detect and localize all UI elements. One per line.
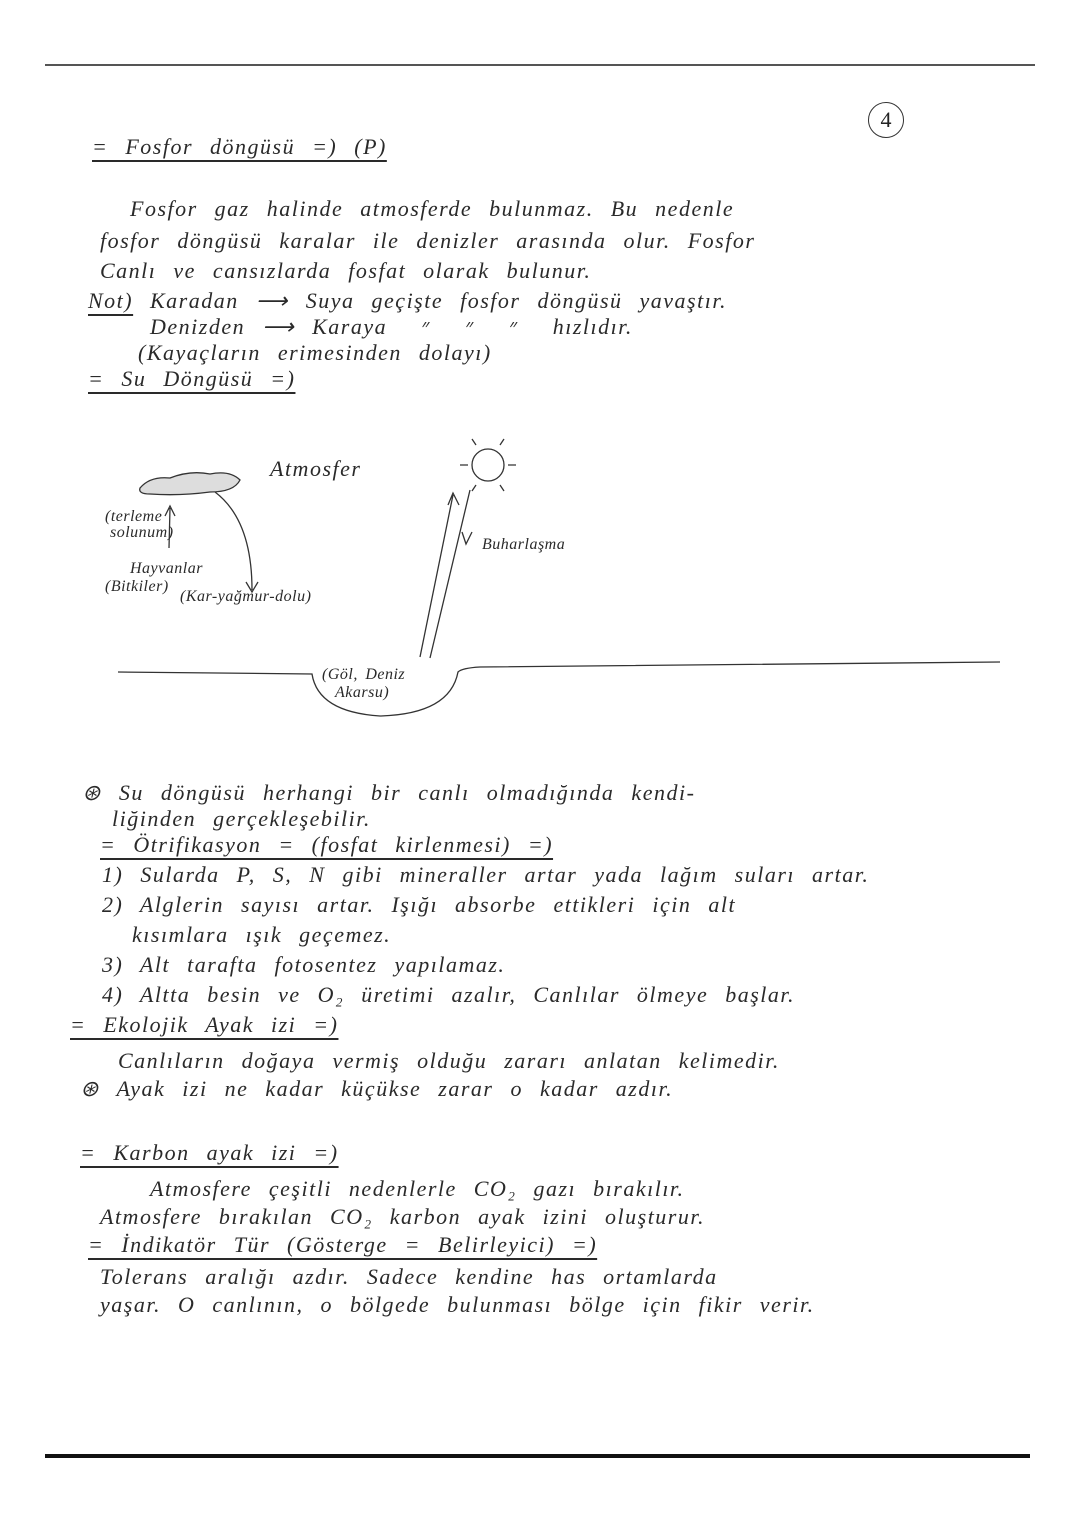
indikator-line: yaşar. O canlının, o bölgede bulunması bölge için fikir verir. (100, 1292, 815, 1317)
indikator-line: Tolerans aralığı azdır. Sadece kendine has ortamlarda (100, 1264, 718, 1289)
otrifikasyon-item: 2) Alglerin sayısı artar. Işığı absorbe ettikleri için alt (102, 892, 737, 917)
otrifikasyon-item: kısımlara ışık geçemez. (132, 922, 392, 947)
heading-otrifikasyon: = Ötrifikasyon = (fosfat kirlenmesi) =) (100, 832, 554, 857)
heading-indikator-tur: = İndikatör Tür (Gösterge = Belirleyici) =) (88, 1232, 598, 1257)
fosfor-line: Canlı ve cansızlarda fosfat olarak bulunur. (100, 258, 592, 283)
karbon-line: Atmosfere bırakılan CO₂ karbon ayak izini oluşturur. (100, 1204, 705, 1229)
label-buharlasma: Buharlaşma (482, 536, 566, 553)
label-solunum: solunum) (110, 524, 174, 541)
heading-su-dongusu: = Su Döngüsü =) (88, 366, 296, 391)
label-hayvanlar: Hayvanlar (130, 560, 203, 577)
label-terleme: (terleme (105, 508, 163, 525)
evaporation-arrow (420, 493, 459, 657)
label-yagis: (Kar-yağmur-dolu) (180, 588, 312, 605)
ekolojik-line: Canlıların doğaya vermiş olduğu zararı anlatan kelimedir. (118, 1048, 780, 1073)
note-line: Karadan ⟶ Suya geçişte fosfor döngüsü yavaştır. (150, 288, 727, 313)
su-note-line: liğinden gerçekleşebilir. (112, 806, 371, 831)
page-bottom-border (45, 1454, 1030, 1458)
otrifikasyon-item: 1) Sularda P, S, N gibi mineraller artar yada lağım suları artar. (102, 862, 870, 887)
label-bitkiler: (Bitkiler) (105, 578, 169, 595)
fosfor-line: Fosfor gaz halinde atmosferde bulunmaz. Bu nedenle (130, 196, 735, 221)
ekolojik-line: ⊛ Ayak izi ne kadar küçükse zarar o kadar azdır. (80, 1076, 674, 1101)
label-kaynak: Akarsu) (335, 684, 390, 701)
page-number: 4 (868, 102, 904, 138)
otrifikasyon-item: 3) Alt tarafta fotosentez yapılamaz. (102, 952, 506, 977)
note-line: (Kayaçların erimesinden dolayı) (138, 340, 492, 365)
heading-fosfor-dongusu: = Fosfor döngüsü =) (P) (92, 134, 387, 159)
su-note-line: ⊛ Su döngüsü herhangi bir canlı olmadığında kendi- (82, 780, 696, 805)
note-label: Not) (88, 288, 134, 313)
label-kaynak: (Göl, Deniz (322, 666, 406, 683)
arrow-down-icon (215, 492, 258, 592)
fosfor-line: fosfor döngüsü karalar ile denizler arasında olur. Fosfor (100, 228, 756, 253)
cloud-icon (140, 473, 240, 495)
otrifikasyon-item: 4) Altta besin ve O₂ üretimi azalır, Canlılar ölmeye başlar. (102, 982, 796, 1007)
ground-line (118, 662, 1000, 716)
karbon-line: Atmosfere çeşitli nedenlerle CO₂ gazı bırakılır. (150, 1176, 685, 1201)
heading-ekolojik-ayak-izi: = Ekolojik Ayak izi =) (70, 1012, 339, 1037)
note-line: Denizden ⟶ Karaya ״ ״ ״ hızlıdır. (150, 314, 633, 339)
sun-icon (472, 449, 504, 481)
label-atmosfer: Atmosfer (270, 456, 362, 481)
heading-karbon-ayak-izi: = Karbon ayak izi =) (80, 1140, 339, 1165)
